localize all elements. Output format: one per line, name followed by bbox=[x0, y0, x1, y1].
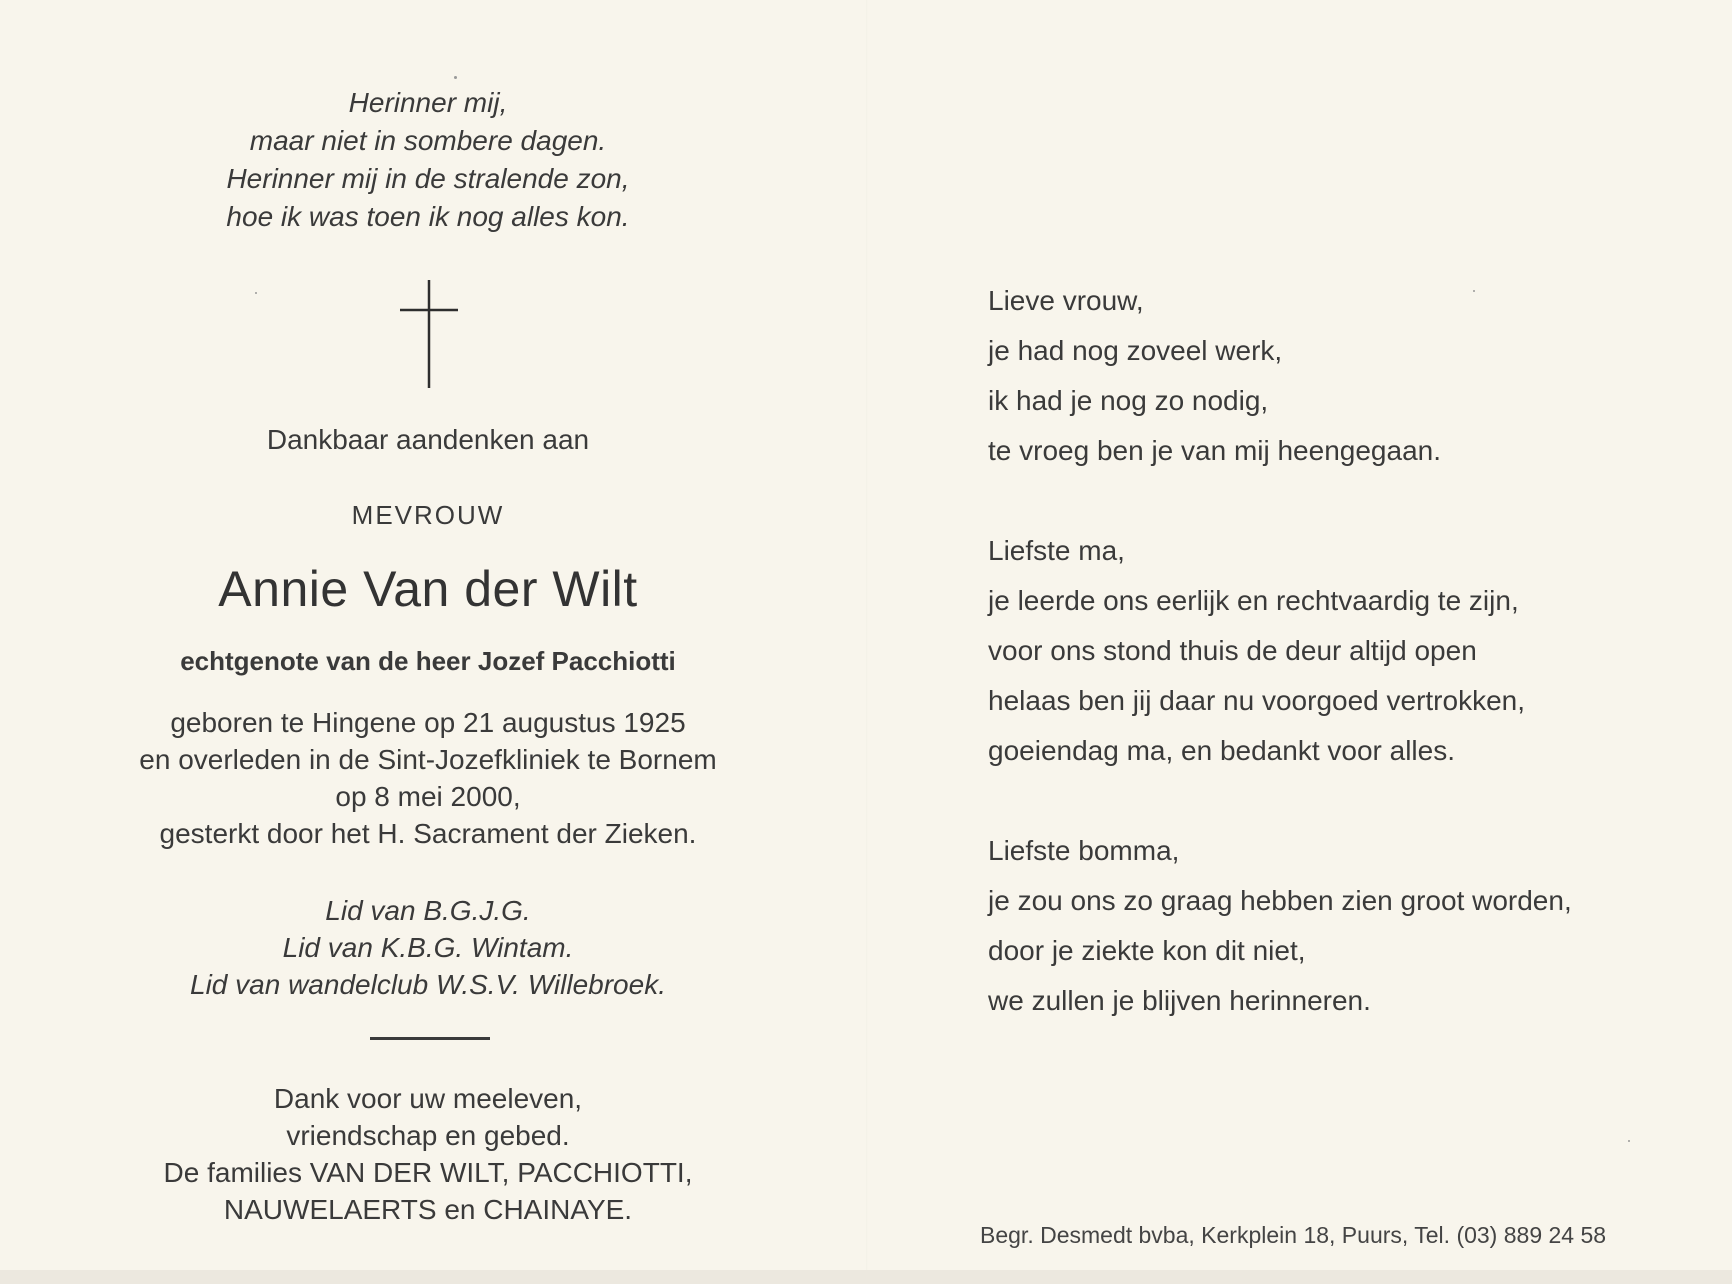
stanza-line: door je ziekte kon dit niet, bbox=[988, 935, 1306, 966]
paper-speck bbox=[454, 76, 457, 79]
thanks-line: De families VAN DER WILT, PACCHIOTTI, bbox=[163, 1157, 693, 1188]
stanza-mother bbox=[988, 526, 1572, 776]
stanza-line: Liefste bomma, bbox=[988, 835, 1180, 866]
opening-poem bbox=[226, 84, 629, 236]
stanza-line: je zou ons zo graag hebben zien groot worden, bbox=[988, 885, 1572, 916]
memberships bbox=[190, 892, 666, 1003]
life-detail-line: op 8 mei 2000, bbox=[335, 781, 521, 812]
stanza-grandmother bbox=[988, 826, 1572, 1026]
life-detail-line: en overleden in de Sint-Jozefkliniek te Bornem bbox=[139, 744, 717, 775]
life-detail-line: gesterkt door het H. Sacrament der Zieken. bbox=[159, 818, 697, 849]
life-details bbox=[139, 704, 716, 852]
poem-line: Herinner mij, bbox=[348, 87, 508, 118]
poem-line: Herinner mij in de stralende zon, bbox=[226, 163, 630, 194]
stanza-line: Lieve vrouw, bbox=[988, 285, 1144, 316]
paper-speck bbox=[1473, 290, 1475, 292]
stanza-line: goeiendag ma, en bedankt voor alles. bbox=[988, 735, 1455, 766]
thanks-line: NAUWELAERTS en CHAINAYE. bbox=[223, 1194, 633, 1225]
thanks-line: vriendschap en gebed. bbox=[286, 1120, 570, 1151]
printer-imprint: Begr. Desmedt bvba, Kerkplein 18, Puurs, Tel. (03) 889 24 58 bbox=[980, 1222, 1607, 1248]
latin-cross-icon bbox=[400, 280, 458, 388]
closing-poem bbox=[988, 276, 1572, 1076]
stanza-line: ik had je nog zo nodig, bbox=[988, 385, 1269, 416]
thanks-message bbox=[164, 1080, 693, 1228]
deceased-name: Annie Van der Wilt bbox=[218, 561, 638, 617]
stanza-line: je leerde ons eerlijk en rechtvaardig te zijn, bbox=[988, 585, 1519, 616]
poem-line: maar niet in sombere dagen. bbox=[249, 125, 607, 156]
life-detail-line: geboren te Hingene op 21 augustus 1925 bbox=[170, 707, 686, 738]
stanza-line: Liefste ma, bbox=[988, 535, 1125, 566]
poem-line: hoe ik was toen ik nog alles kon. bbox=[226, 201, 630, 232]
paper-speck bbox=[1628, 1140, 1630, 1142]
membership-line: Lid van B.G.J.G. bbox=[325, 895, 531, 926]
stanza-line: voor ons stond thuis de deur altijd open bbox=[988, 635, 1477, 666]
dedication-text: Dankbaar aandenken aan bbox=[266, 424, 590, 455]
divider-rule bbox=[370, 1037, 490, 1040]
card-bottom-edge bbox=[0, 1270, 1732, 1284]
stanza-wife bbox=[988, 276, 1572, 476]
stanza-line: we zullen je blijven herinneren. bbox=[988, 985, 1371, 1016]
stanza-line: je had nog zoveel werk, bbox=[988, 335, 1283, 366]
membership-line: Lid van K.B.G. Wintam. bbox=[282, 932, 574, 963]
spouse-line: echtgenote van de heer Jozef Pacchiotti bbox=[180, 646, 676, 676]
card-fold bbox=[866, 0, 868, 1284]
stanza-line: helaas ben jij daar nu voorgoed vertrokken, bbox=[988, 685, 1526, 716]
title-prefix: MEVROUW bbox=[351, 500, 505, 530]
paper-speck bbox=[255, 292, 257, 294]
thanks-line: Dank voor uw meeleven, bbox=[273, 1083, 583, 1114]
stanza-line: te vroeg ben je van mij heengegaan. bbox=[988, 435, 1441, 466]
membership-line: Lid van wandelclub W.S.V. Willebroek. bbox=[190, 969, 666, 1000]
